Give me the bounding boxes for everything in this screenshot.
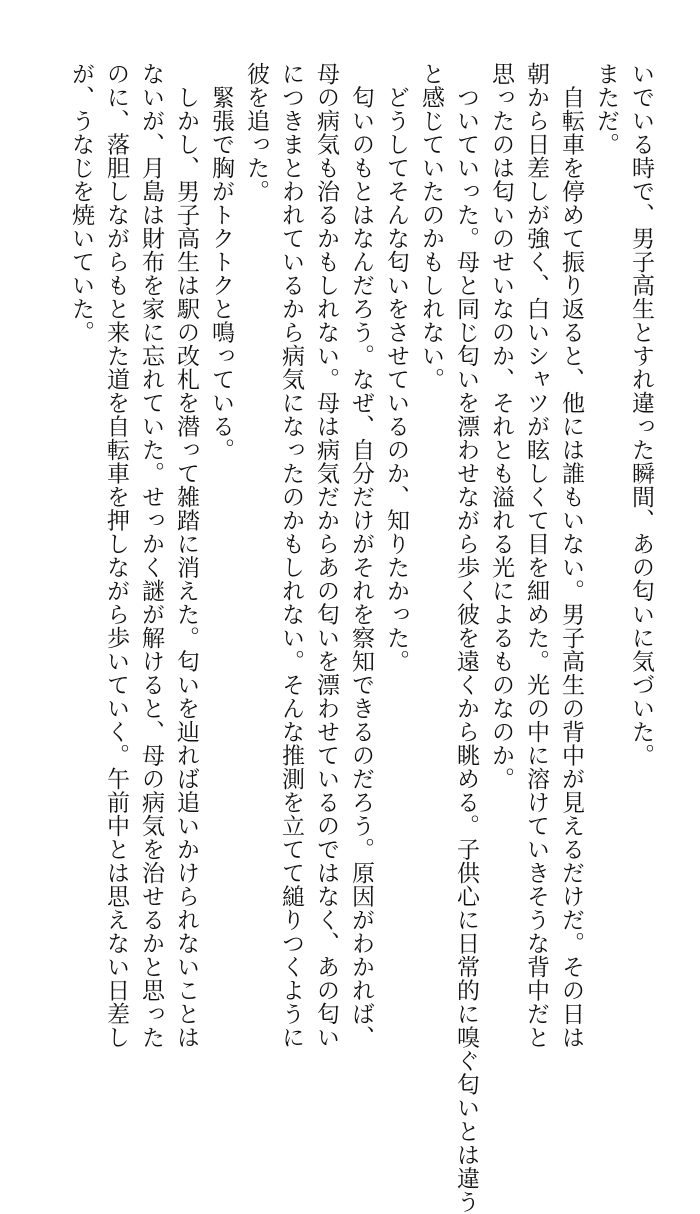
text-line: のに、落胆しながらもと来た道を自転車を押しながら歩いていく。午前中とは思えない日差し <box>103 62 129 1049</box>
text-line: が、うなじを焼いていた。 <box>68 62 94 344</box>
text-line: 緊張で胸がトクトクと鳴っている。 <box>208 62 234 462</box>
text-line: と感じていたのかもしれない。 <box>418 62 444 391</box>
text-line: ついていった。母と同じ匂いを漂わせながら歩く彼を遠くから眺める。子供心に日常的に嗅ぐ匂いとは違う <box>453 62 479 1214</box>
text-line: どうしてそんな匂いをさせているのか、知りたかった。 <box>383 62 409 673</box>
text-line: につきまとわれているから病気になったのかもしれない。そんな推測を立てて縋りつくように <box>278 62 304 1049</box>
text-line: 思ったのは匂いのせいなのか、それとも溢れる光によるものなのか。 <box>488 62 514 791</box>
text-line: 母の病気も治るかもしれない。母は病気だからあの匂いを漂わせているのではなく、あの匂い <box>313 62 339 1049</box>
text-line: ないが、月島は財布を家に忘れていた。せっかく謎が解けると、母の病気を治せるかと思った <box>138 62 164 1049</box>
text-line: 彼を追った。 <box>243 62 269 203</box>
text-line: しかし、男子高生は駅の改札を潜って雑踏に消えた。匂いを辿れば追いかけられないことは <box>173 62 199 1049</box>
text-line: 匂いのもとはなんだろう。なぜ、自分だけがそれを察知できるのだろう。原因がわかれば、 <box>348 62 374 1049</box>
text-line: まただ。 <box>593 62 619 156</box>
text-line: 自転車を停めて振り返ると、他には誰もいない。男子高生の背中が見えるだけだ。その日は <box>558 62 584 1049</box>
vertical-text-body <box>63 62 658 1214</box>
text-line: いでいる時で、男子高生とすれ違った瞬間、あの匂いに気づいた。 <box>628 62 654 767</box>
text-line: 朝から日差しが強く、白いシャツが眩しくて目を細めた。光の中に溶けていきそうな背中だと <box>523 62 549 1049</box>
